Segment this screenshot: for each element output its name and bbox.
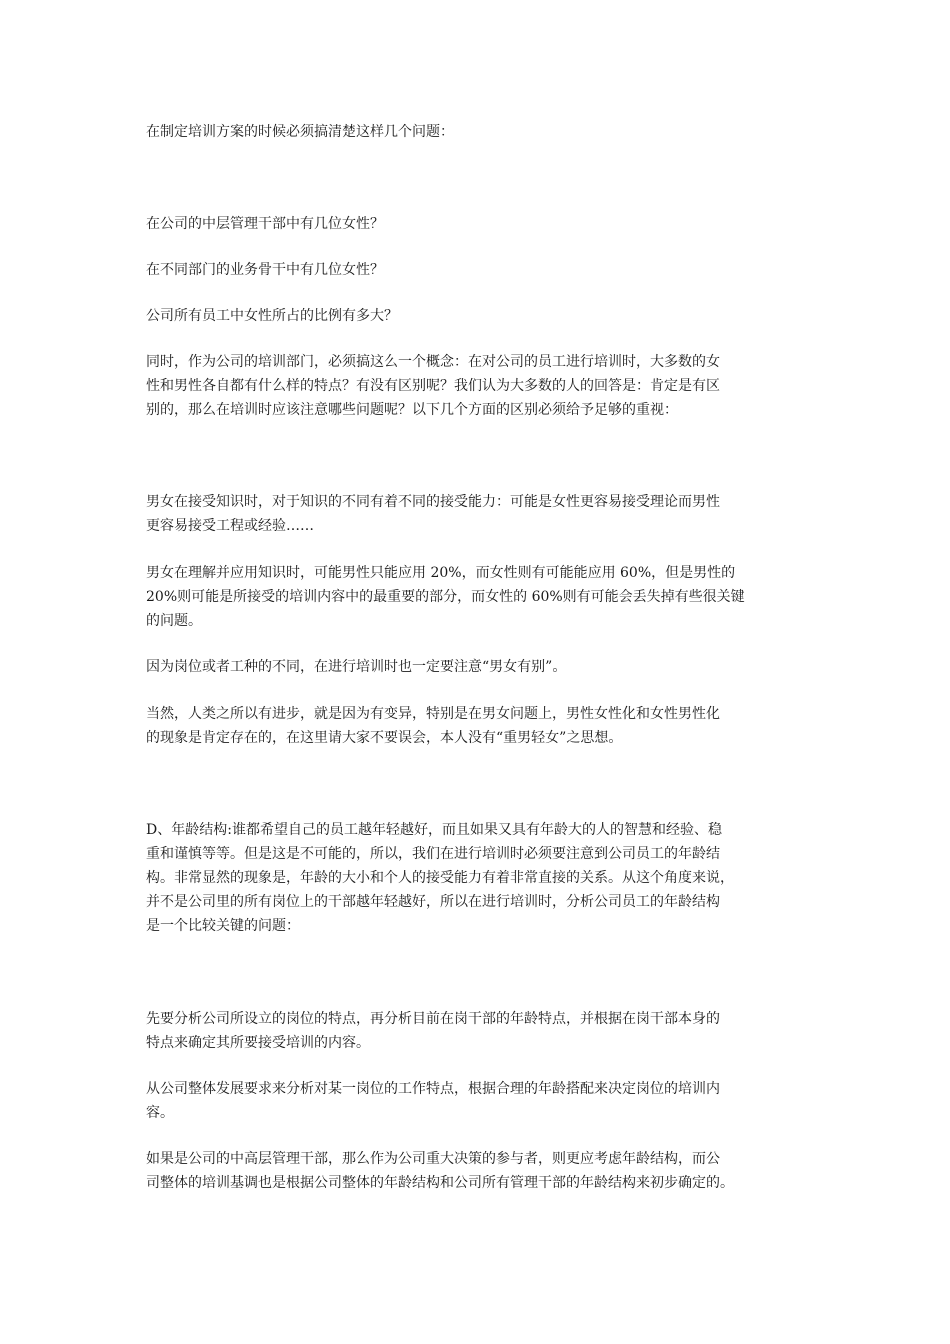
text-line: 公司所有员工中女性所占的比例有多大？ — [146, 308, 398, 324]
text-line: 从公司整体发展要求来分析对某一岗位的工作特点，根据合理的年龄搭配来决定岗位的培训内 — [146, 1081, 720, 1097]
text-line: 在不同部门的业务骨干中有几位女性？ — [146, 262, 384, 278]
text-line: 特点来确定其所要接受培训的内容。 — [146, 1035, 370, 1051]
paragraph-overall-development — [146, 1077, 810, 1125]
text-line: 更容易接受工程或经验…… — [146, 518, 314, 534]
paragraph-apply-knowledge — [146, 561, 810, 633]
text-line: 别的，那么在培训时应该注意哪些问题呢？以下几个方面的区别必须给予足够的重视： — [146, 402, 678, 418]
text-line: 男女在接受知识时，对于知识的不同有着不同的接受能力：可能是女性更容易接受理论而男性 — [146, 494, 720, 510]
text-line: 并不是公司里的所有岗位上的干部越年轻越好，所以在进行培训时，分析公司员工的年龄结构 — [146, 894, 720, 910]
paragraph-question-departments — [146, 258, 810, 282]
paragraph-intro — [146, 120, 810, 144]
text-line: 是一个比较关键的问题： — [146, 918, 300, 934]
paragraph-analyze-positions — [146, 1007, 810, 1055]
text-line: 同时，作为公司的培训部门，必须搞这么一个概念：在对公司的员工进行培训时，大多数的女 — [146, 354, 720, 370]
text-line: 的现象是肯定存在的，在这里请大家不要误会，本人没有“重男轻女”之思想。 — [146, 730, 623, 746]
paragraph-age-structure — [146, 818, 810, 938]
text-line: 重和谨慎等等。但是这是不可能的，所以，我们在进行培训时必须要注意到公司员工的年龄结 — [146, 846, 720, 862]
paragraph-question-managers — [146, 212, 810, 236]
text-line: 在公司的中层管理干部中有几位女性？ — [146, 216, 384, 232]
text-line: 20%则可能是所接受的培训内容中的最重要的部分，而女性的 60%则有可能会丢失掉有些很关键 — [146, 589, 745, 605]
text-line: 司整体的培训基调也是根据公司整体的年龄结构和公司所有管理干部的年龄结构来初步确定的。 — [146, 1175, 734, 1191]
text-line: 先要分析公司所设立的岗位的特点，再分析目前在岗干部的年龄特点，并根据在岗干部本身的 — [146, 1011, 720, 1027]
paragraph-question-ratio — [146, 304, 810, 328]
text-line: D、年龄结构:谁都希望自己的员工越年轻越好，而且如果又具有年龄大的人的智慧和经验、稳 — [146, 822, 722, 838]
paragraph-concept — [146, 350, 810, 422]
text-line: 的问题。 — [146, 613, 202, 629]
text-line: 如果是公司的中高层管理干部，那么作为公司重大决策的参与者，则更应考虑年龄结构，而公 — [146, 1151, 720, 1167]
paragraph-progress — [146, 702, 810, 750]
text-line: 当然，人类之所以有进步，就是因为有变异，特别是在男女问题上，男性女性化和女性男性化 — [146, 706, 720, 722]
text-line: 构。非常显然的现象是，年龄的大小和个人的接受能力有着非常直接的关系。从这个角度来说， — [146, 870, 734, 886]
paragraph-knowledge — [146, 490, 810, 538]
paragraph-position — [146, 655, 810, 679]
text-line: 在制定培训方案的时候必须搞清楚这样几个问题： — [146, 124, 454, 140]
paragraph-senior-managers — [146, 1147, 810, 1195]
text-line: 性和男性各自都有什么样的特点？有没有区别呢？我们认为大多数的人的回答是：肯定是有区 — [146, 378, 720, 394]
text-line: 因为岗位或者工种的不同，在进行培训时也一定要注意“男女有别”。 — [146, 659, 567, 675]
text-line: 男女在理解并应用知识时，可能男性只能应用 20%，而女性则有可能能应用 60%，但是男性的 — [146, 565, 736, 581]
text-line: 容。 — [146, 1105, 174, 1121]
